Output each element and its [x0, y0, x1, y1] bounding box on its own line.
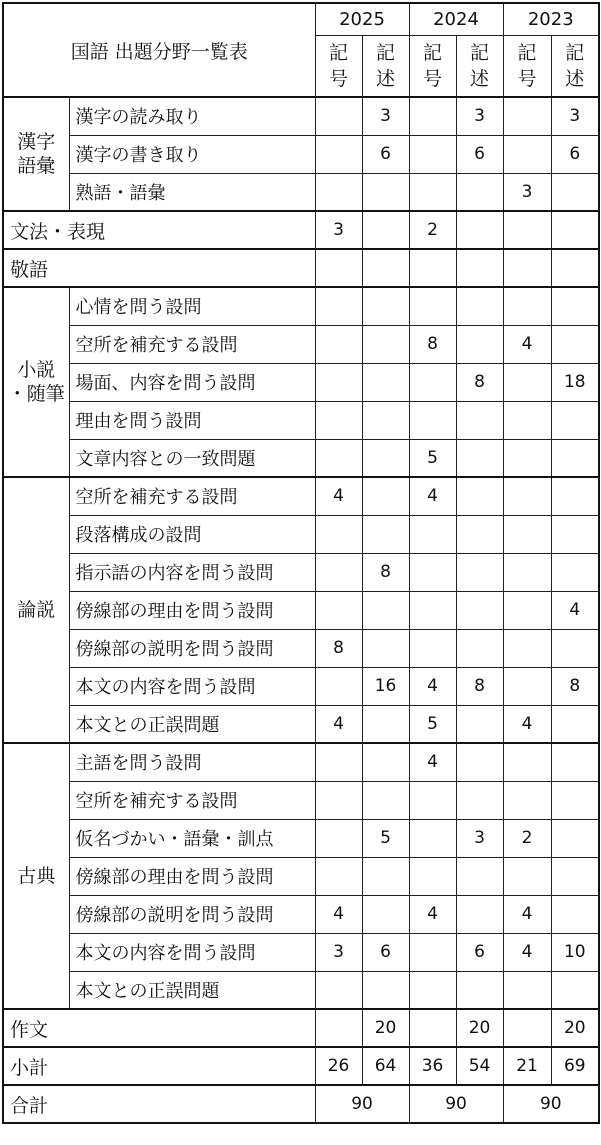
value-cell — [315, 249, 362, 287]
value-cell: 21 — [503, 1047, 551, 1085]
value-cell — [315, 781, 362, 819]
value-cell — [409, 591, 456, 629]
value-cell — [315, 135, 362, 173]
value-cell: 26 — [315, 1047, 362, 1085]
value-cell — [551, 211, 599, 249]
table-row — [3, 629, 599, 667]
item-label: 空所を補充する設問 — [69, 477, 315, 515]
value-cell — [409, 249, 456, 287]
value-cell: 3 — [456, 97, 503, 135]
value-cell: 5 — [362, 819, 409, 857]
category-label: 敬語 — [3, 249, 315, 287]
value-cell — [456, 591, 503, 629]
total-row — [3, 1085, 599, 1123]
value-cell — [409, 173, 456, 211]
value-cell — [456, 781, 503, 819]
value-cell: 8 — [456, 667, 503, 705]
value-cell — [551, 401, 599, 439]
value-cell — [315, 591, 362, 629]
table-row — [3, 439, 599, 477]
value-cell: 3 — [362, 97, 409, 135]
item-label: 段落構成の設問 — [69, 515, 315, 553]
value-cell — [456, 477, 503, 515]
value-cell — [503, 439, 551, 477]
category-label — [3, 477, 69, 743]
value-cell — [362, 363, 409, 401]
value-cell — [362, 857, 409, 895]
subheader-char: 記 — [565, 41, 585, 64]
value-cell: 5 — [409, 439, 456, 477]
total-value: 90 — [503, 1085, 599, 1123]
value-cell — [551, 819, 599, 857]
value-cell — [456, 857, 503, 895]
year-header-2024: 2024 — [409, 3, 503, 35]
subheader-char: 記 — [376, 41, 396, 64]
category-label — [3, 97, 69, 211]
item-label: 場面、内容を問う設問 — [69, 363, 315, 401]
value-cell — [409, 363, 456, 401]
total-value: 90 — [315, 1085, 409, 1123]
value-cell — [551, 249, 599, 287]
subtotal-row — [3, 1047, 599, 1085]
subheader-char: 号 — [329, 67, 349, 90]
value-cell — [503, 287, 551, 325]
value-cell: 4 — [503, 325, 551, 363]
table-row — [3, 781, 599, 819]
value-cell: 4 — [315, 705, 362, 743]
value-cell — [456, 553, 503, 591]
value-cell — [315, 743, 362, 781]
value-cell: 4 — [503, 895, 551, 933]
value-cell: 20 — [551, 1009, 599, 1047]
value-cell — [362, 325, 409, 363]
value-cell: 69 — [551, 1047, 599, 1085]
value-cell: 2 — [503, 819, 551, 857]
value-cell — [362, 971, 409, 1009]
value-cell — [503, 591, 551, 629]
table-row — [3, 705, 599, 743]
value-cell: 3 — [315, 933, 362, 971]
value-cell — [456, 743, 503, 781]
value-cell — [409, 401, 456, 439]
value-cell — [456, 173, 503, 211]
value-cell: 6 — [362, 933, 409, 971]
value-cell — [315, 97, 362, 135]
value-cell — [503, 515, 551, 553]
value-cell: 4 — [409, 667, 456, 705]
value-cell — [456, 705, 503, 743]
item-label: 指示語の内容を問う設問 — [69, 553, 315, 591]
item-label: 漢字の書き取り — [69, 135, 315, 173]
value-cell — [551, 629, 599, 667]
table-row — [3, 667, 599, 705]
value-cell — [315, 971, 362, 1009]
category-label: 文法・表現 — [3, 211, 315, 249]
value-cell — [551, 515, 599, 553]
value-cell: 3 — [315, 211, 362, 249]
table-row — [3, 173, 599, 211]
value-cell — [315, 287, 362, 325]
value-cell — [551, 477, 599, 515]
value-cell — [503, 857, 551, 895]
value-cell: 36 — [409, 1047, 456, 1085]
value-cell — [362, 211, 409, 249]
value-cell — [409, 819, 456, 857]
value-cell — [409, 857, 456, 895]
table-row — [3, 249, 599, 287]
subheader-char: 記 — [423, 41, 443, 64]
table-row — [3, 477, 599, 515]
value-cell: 3 — [551, 97, 599, 135]
value-cell — [409, 287, 456, 325]
table-row — [3, 515, 599, 553]
subheader-char: 述 — [470, 67, 490, 90]
category-label-line: 語彙 — [17, 155, 56, 177]
value-cell — [362, 287, 409, 325]
category-label — [3, 287, 69, 477]
value-cell — [362, 743, 409, 781]
table-row — [3, 1009, 599, 1047]
value-cell — [456, 629, 503, 667]
subheader-char: 述 — [376, 67, 396, 90]
item-label: 漢字の読み取り — [69, 97, 315, 135]
table-row — [3, 97, 599, 135]
table-row — [3, 971, 599, 1009]
value-cell — [456, 211, 503, 249]
value-cell — [362, 439, 409, 477]
value-cell — [409, 933, 456, 971]
value-cell — [315, 667, 362, 705]
value-cell: 6 — [551, 135, 599, 173]
value-cell: 8 — [409, 325, 456, 363]
value-cell — [551, 743, 599, 781]
total-label: 合計 — [3, 1085, 315, 1123]
value-cell: 8 — [456, 363, 503, 401]
value-cell — [362, 705, 409, 743]
category-label-line: 小説 — [17, 359, 56, 381]
value-cell: 18 — [551, 363, 599, 401]
table-row — [3, 819, 599, 857]
value-cell: 64 — [362, 1047, 409, 1085]
subheader-char: 号 — [517, 67, 537, 90]
value-cell — [551, 895, 599, 933]
table-row — [3, 287, 599, 325]
value-cell: 4 — [503, 933, 551, 971]
value-cell — [315, 553, 362, 591]
value-cell: 4 — [409, 477, 456, 515]
item-label: 傍線部の説明を問う設問 — [69, 629, 315, 667]
header-year-row — [3, 3, 599, 35]
value-cell: 8 — [551, 667, 599, 705]
table-row — [3, 135, 599, 173]
value-cell — [409, 1009, 456, 1047]
subheader-kijutsu — [362, 35, 409, 97]
value-cell — [551, 857, 599, 895]
item-label: 仮名づかい・語彙・訓点 — [69, 819, 315, 857]
value-cell: 4 — [551, 591, 599, 629]
item-label: 空所を補充する設問 — [69, 781, 315, 819]
value-cell — [551, 325, 599, 363]
value-cell: 4 — [315, 477, 362, 515]
item-label: 熟語・語彙 — [69, 173, 315, 211]
value-cell — [551, 173, 599, 211]
item-label: 理由を問う設問 — [69, 401, 315, 439]
subheader-kigou — [409, 35, 456, 97]
value-cell — [503, 211, 551, 249]
value-cell — [456, 287, 503, 325]
value-cell: 4 — [315, 895, 362, 933]
table-row — [3, 895, 599, 933]
table-row — [3, 553, 599, 591]
subheader-char: 述 — [565, 67, 585, 90]
value-cell — [362, 781, 409, 819]
value-cell — [551, 439, 599, 477]
value-cell — [503, 97, 551, 135]
value-cell — [456, 249, 503, 287]
value-cell: 3 — [456, 819, 503, 857]
value-cell: 5 — [409, 705, 456, 743]
subheader-char: 記 — [517, 41, 537, 64]
value-cell — [362, 895, 409, 933]
value-cell — [315, 515, 362, 553]
value-cell: 4 — [409, 895, 456, 933]
value-cell — [315, 173, 362, 211]
value-cell — [456, 325, 503, 363]
subtotal-label: 小計 — [3, 1047, 315, 1085]
value-cell — [315, 819, 362, 857]
value-cell — [362, 401, 409, 439]
subheader-kijutsu — [551, 35, 599, 97]
value-cell — [503, 477, 551, 515]
item-label: 本文の内容を問う設問 — [69, 933, 315, 971]
value-cell — [409, 781, 456, 819]
category-label-line: ・随筆 — [7, 383, 65, 405]
value-cell: 8 — [362, 553, 409, 591]
value-cell — [456, 439, 503, 477]
value-cell — [551, 781, 599, 819]
value-cell — [503, 249, 551, 287]
category-label-line: 古典 — [17, 865, 56, 887]
item-label: 本文との正誤問題 — [69, 971, 315, 1009]
item-label: 心情を問う設問 — [69, 287, 315, 325]
value-cell: 2 — [409, 211, 456, 249]
category-label — [3, 743, 69, 1009]
value-cell — [503, 1009, 551, 1047]
subheader-kigou — [503, 35, 551, 97]
value-cell: 6 — [456, 135, 503, 173]
value-cell — [315, 439, 362, 477]
value-cell — [503, 553, 551, 591]
subheader-kigou — [315, 35, 362, 97]
value-cell — [503, 363, 551, 401]
table-row — [3, 325, 599, 363]
value-cell — [362, 591, 409, 629]
value-cell — [503, 971, 551, 1009]
table-row — [3, 401, 599, 439]
value-cell — [315, 363, 362, 401]
item-label: 傍線部の理由を問う設問 — [69, 857, 315, 895]
item-label: 主語を問う設問 — [69, 743, 315, 781]
table-row — [3, 363, 599, 401]
value-cell — [409, 135, 456, 173]
value-cell: 20 — [456, 1009, 503, 1047]
value-cell — [503, 135, 551, 173]
value-cell — [409, 553, 456, 591]
value-cell — [409, 629, 456, 667]
item-label: 本文の内容を問う設問 — [69, 667, 315, 705]
value-cell — [456, 515, 503, 553]
category-label-line: 論説 — [17, 599, 56, 621]
table-title: 国語 出題分野一覧表 — [3, 3, 315, 97]
value-cell — [503, 629, 551, 667]
value-cell: 10 — [551, 933, 599, 971]
value-cell — [409, 515, 456, 553]
table-row — [3, 857, 599, 895]
item-label: 傍線部の説明を問う設問 — [69, 895, 315, 933]
value-cell — [551, 553, 599, 591]
value-cell — [456, 895, 503, 933]
item-label: 文章内容との一致問題 — [69, 439, 315, 477]
table-row — [3, 211, 599, 249]
value-cell: 16 — [362, 667, 409, 705]
value-cell: 8 — [315, 629, 362, 667]
value-cell — [409, 971, 456, 1009]
value-cell: 3 — [503, 173, 551, 211]
subheader-char: 記 — [329, 41, 349, 64]
value-cell — [503, 401, 551, 439]
value-cell — [551, 705, 599, 743]
value-cell — [551, 287, 599, 325]
value-cell — [315, 325, 362, 363]
value-cell — [362, 477, 409, 515]
value-cell — [315, 401, 362, 439]
value-cell: 20 — [362, 1009, 409, 1047]
value-cell — [362, 249, 409, 287]
subheader-char: 記 — [470, 41, 490, 64]
item-label: 空所を補充する設問 — [69, 325, 315, 363]
category-label-line: 漢字 — [17, 131, 56, 153]
value-cell — [362, 629, 409, 667]
subheader-kijutsu — [456, 35, 503, 97]
item-label: 傍線部の理由を問う設問 — [69, 591, 315, 629]
table-row — [3, 933, 599, 971]
value-cell — [456, 971, 503, 1009]
value-cell — [503, 781, 551, 819]
item-label: 本文との正誤問題 — [69, 705, 315, 743]
value-cell — [362, 515, 409, 553]
total-value: 90 — [409, 1085, 503, 1123]
value-cell: 4 — [409, 743, 456, 781]
value-cell: 54 — [456, 1047, 503, 1085]
table-row — [3, 743, 599, 781]
value-cell — [315, 857, 362, 895]
question-field-table — [2, 2, 600, 1124]
value-cell — [456, 401, 503, 439]
value-cell — [503, 743, 551, 781]
value-cell — [551, 971, 599, 1009]
year-header-2025: 2025 — [315, 3, 409, 35]
table-row — [3, 591, 599, 629]
value-cell — [315, 1009, 362, 1047]
year-header-2023: 2023 — [503, 3, 599, 35]
value-cell: 6 — [362, 135, 409, 173]
value-cell — [503, 667, 551, 705]
value-cell — [362, 173, 409, 211]
value-cell: 4 — [503, 705, 551, 743]
value-cell — [409, 97, 456, 135]
value-cell: 6 — [456, 933, 503, 971]
subheader-char: 号 — [423, 67, 443, 90]
category-label: 作文 — [3, 1009, 315, 1047]
